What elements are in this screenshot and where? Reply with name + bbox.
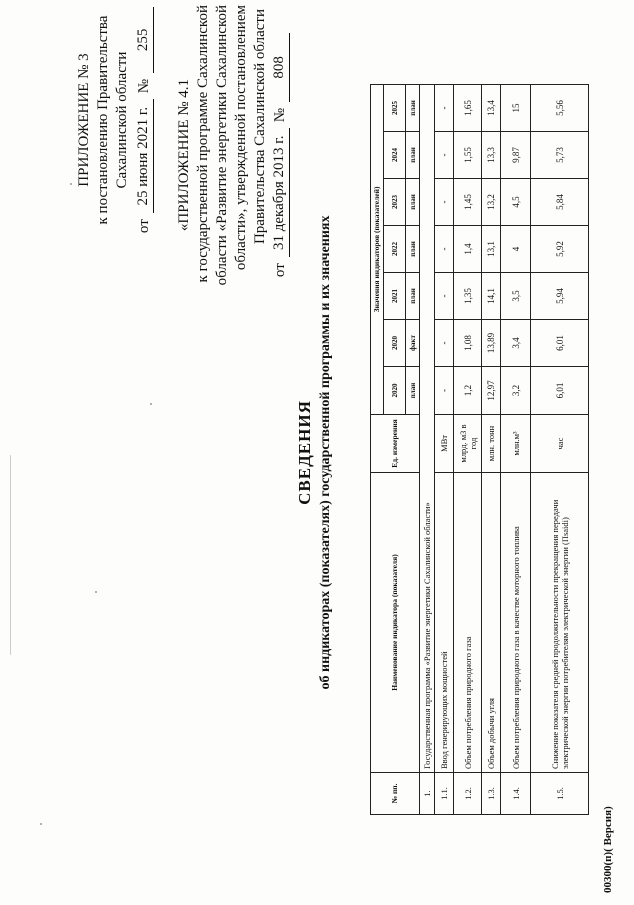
value-cell: 9,87 (501, 132, 531, 179)
row-number: 1.4. (501, 773, 531, 815)
table-row (531, 84, 589, 814)
value-cell: 5,56 (531, 84, 589, 131)
year-header: 2025 (384, 84, 406, 131)
scan-speck (95, 591, 97, 593)
value-cell: - (435, 179, 454, 226)
value-cell: 15 (501, 84, 531, 131)
year-header: 2021 (384, 273, 406, 320)
decree-date: 31 декабря 2013 г. (270, 128, 290, 257)
table-row (435, 84, 454, 814)
value-cell: 13,2 (482, 179, 501, 226)
value-cell: - (435, 84, 454, 131)
row-number: 1.5. (531, 773, 589, 815)
page-subtitle: об индикаторах (показателях) государственной программы и их значениях (318, 215, 333, 690)
value-cell: 5,84 (531, 179, 589, 226)
value-cell: 1,4 (454, 226, 482, 273)
unit-cell: млн. тонн (482, 415, 501, 473)
indicator-name: Ввод генерирующих мощностей (435, 473, 454, 773)
value-cell: 14,1 (482, 273, 501, 320)
value-cell: - (435, 367, 454, 415)
value-cell: 13,1 (482, 226, 501, 273)
table-row (454, 84, 482, 814)
row-number: 1.1. (435, 773, 454, 815)
year-header: 2020 (384, 320, 406, 367)
value-cell: 3,2 (501, 367, 531, 415)
value-cell: - (435, 320, 454, 367)
value-cell: 1,2 (454, 367, 482, 415)
value-cell: - (435, 273, 454, 320)
program-appendix-header: «ПРИЛОЖЕНИЕ № 4.1 к государственной программе Сахалинской области «Развитие энергетики Сахалинской области», утвержденной постановлением Правительства Сахалинской области от 31 декабря 2013 г. № 808 (175, 5, 290, 305)
table-row (482, 84, 501, 814)
document-version-code: 00300(п)( Версия) (602, 806, 614, 893)
unit-cell: МВт (435, 415, 454, 473)
scan-line (10, 455, 11, 655)
value-cell: 5,94 (531, 273, 589, 320)
appendix-header (75, 5, 154, 235)
value-type-header: план (406, 367, 420, 415)
col-num-header: № пп. (371, 773, 420, 815)
row-number: 1.2. (454, 773, 482, 815)
program-name: Государственная программа «Развитие энергетики Сахалинской области» (420, 84, 435, 772)
value-cell: 12,97 (482, 367, 501, 415)
value-type-header: план (406, 179, 420, 226)
value-cell: - (435, 132, 454, 179)
header-line: Сахалинской области (114, 51, 130, 189)
year-header: 2022 (384, 226, 406, 273)
year-header: 2024 (384, 132, 406, 179)
value-cell: - (435, 226, 454, 273)
value-cell: 1,55 (454, 132, 482, 179)
value-type-header: план (406, 132, 420, 179)
row-number: 1.3. (482, 773, 501, 815)
appendix-title: «ПРИЛОЖЕНИЕ № 4.1 (176, 78, 192, 232)
row-number: 1. (420, 773, 435, 815)
indicator-name: Снижение показателя средней продолжительности прекращения передачи электрической энергии потребителям электрической энергии (Пsaidi) (531, 473, 589, 773)
col-values-header: Значения индикаторов (показателей) (371, 84, 384, 414)
value-cell: 4 (501, 226, 531, 273)
value-cell: 3,4 (501, 320, 531, 367)
scan-speck (40, 823, 42, 825)
value-cell: 1,45 (454, 179, 482, 226)
value-cell: 6,01 (531, 367, 589, 415)
value-cell: 1,08 (454, 320, 482, 367)
unit-cell: млрд. м3 в год (454, 415, 482, 473)
decree-number: 255 (134, 7, 154, 73)
value-cell: 3,5 (501, 273, 531, 320)
year-header: 2023 (384, 179, 406, 226)
value-cell: 4,5 (501, 179, 531, 226)
decree-line: от 25 июня 2021 г. № 255 (134, 5, 154, 235)
page-title: СВЕДЕНИЯ (295, 400, 314, 505)
value-cell: 13,4 (482, 84, 501, 131)
value-cell: 5,92 (531, 226, 589, 273)
indicator-name: Объем потребления природного газа в качестве моторного топлива (501, 473, 531, 773)
appendix-title: ПРИЛОЖЕНИЕ № 3 (76, 53, 92, 187)
scan-speck (150, 403, 152, 405)
value-type-header: план (406, 84, 420, 131)
value-type-header: план (406, 226, 420, 273)
scan-speck (70, 183, 72, 185)
indicator-name: Объем потребления природного газа (454, 473, 482, 773)
indicators-table (370, 84, 589, 815)
value-cell: 1,65 (454, 84, 482, 131)
col-unit-header: Ед. измерения (371, 415, 420, 473)
decree-line: от 31 декабря 2013 г. № 808 (270, 5, 290, 305)
decree-date: 25 июня 2021 г. (134, 99, 154, 213)
value-cell: 1,35 (454, 273, 482, 320)
program-row (420, 84, 435, 814)
value-cell: 13,89 (482, 320, 501, 367)
year-header: 2020 (384, 367, 406, 415)
decree-number: 808 (270, 33, 290, 102)
value-cell: 6,01 (531, 320, 589, 367)
unit-cell: млн.м³ (501, 415, 531, 473)
value-cell: 5,73 (531, 132, 589, 179)
value-type-header: факт (406, 320, 420, 367)
header-line: к постановлению Правительства (95, 15, 111, 225)
unit-cell: час (531, 415, 589, 473)
indicator-name: Объем добычи угля (482, 473, 501, 773)
table-row (501, 84, 531, 814)
col-name-header: Наименование индикатора (показателя) (371, 473, 420, 773)
value-type-header: план (406, 273, 420, 320)
value-cell: 13,3 (482, 132, 501, 179)
